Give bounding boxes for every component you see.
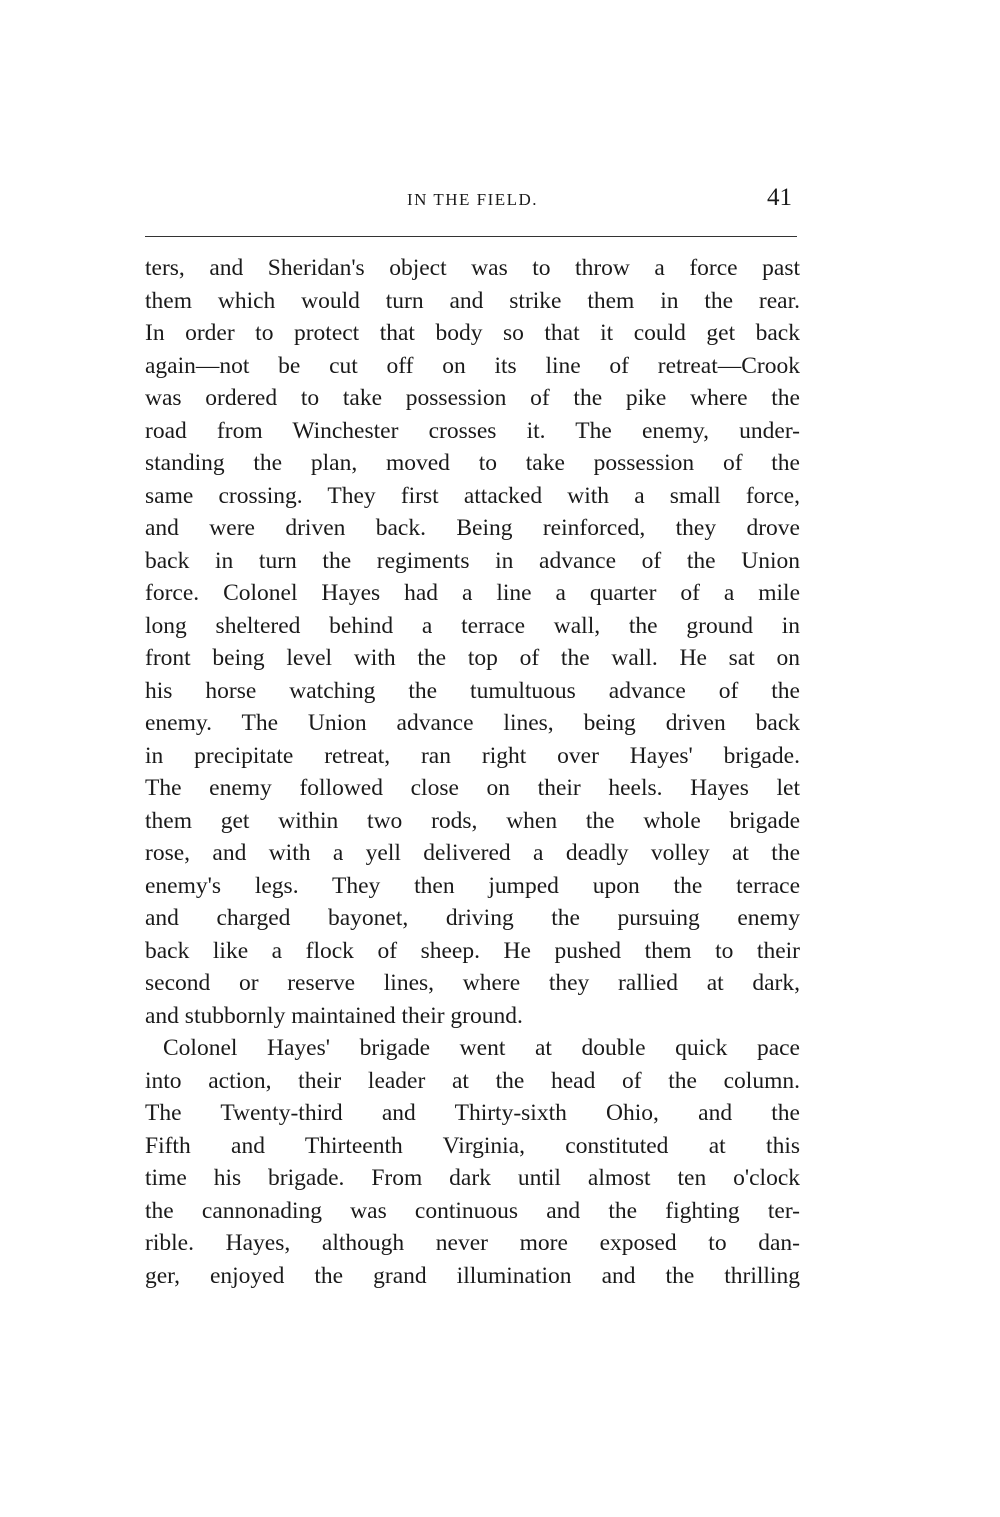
text-line: long sheltered behind a terrace wall, the ground in	[145, 612, 800, 639]
text-line: was ordered to take possession of the pike where the	[145, 385, 800, 411]
text-line: again—not be cut off on its line of retreat—Crook	[145, 352, 800, 379]
body-text	[145, 252, 800, 1292]
text-line: rible. Hayes, although never more exposed to dan-	[145, 1230, 800, 1256]
text-line: the cannonading was continuous and the fighting ter-	[145, 1197, 800, 1224]
text-line: second or reserve lines, where they rallied at dark,	[145, 970, 800, 996]
text-line: them get within two rods, when the whole brigade	[145, 807, 800, 834]
text-line: force. Colonel Hayes had a line a quarter of a mile	[145, 580, 800, 606]
text-line: standing the plan, moved to take possession of the	[145, 450, 800, 476]
text-line: In order to protect that body so that it could get back	[145, 320, 800, 346]
text-line: time his brigade. From dark until almost ten o'clock	[145, 1165, 800, 1191]
text-line: and stubbornly maintained their ground.	[145, 1002, 523, 1029]
text-line: road from Winchester crosses it. The enemy, under-	[145, 417, 800, 444]
text-line: The Twenty-third and Thirty-sixth Ohio, and the	[145, 1100, 800, 1126]
text-line: back like a flock of sheep. He pushed them to their	[145, 937, 800, 964]
text-line: Fifth and Thirteenth Virginia, constituted at this	[145, 1132, 800, 1159]
paragraph	[145, 252, 800, 1032]
text-line: The enemy followed close on their heels. Hayes let	[145, 775, 800, 801]
text-line: and charged bayonet, driving the pursuing enemy	[145, 905, 800, 931]
text-line: his horse watching the tumultuous advance of the	[145, 677, 800, 704]
paragraph	[145, 1032, 800, 1292]
text-line: front being level with the top of the wall. He sat on	[145, 645, 800, 671]
text-line: enemy. The Union advance lines, being driven back	[145, 710, 800, 736]
text-line: enemy's legs. They then jumped upon the terrace	[145, 872, 800, 899]
text-line: same crossing. They first attacked with a small force,	[145, 482, 800, 509]
text-line: back in turn the regiments in advance of the Union	[145, 547, 800, 574]
text-line: rose, and with a yell delivered a deadly volley at the	[145, 840, 800, 866]
page-number: 41	[767, 184, 792, 211]
text-line: into action, their leader at the head of the column.	[145, 1067, 800, 1094]
running-head: IN THE FIELD.	[406, 190, 539, 209]
page-header	[145, 184, 800, 224]
text-line: in precipitate retreat, ran right over Hayes' brigade.	[145, 742, 800, 769]
text-line: ger, enjoyed the grand illumination and the thrilling	[145, 1262, 800, 1289]
text-line: and were driven back. Being reinforced, they drove	[145, 515, 800, 541]
text-line: ters, and Sheridan's object was to throw a force past	[145, 255, 800, 281]
header-rule	[145, 236, 797, 237]
text-line: Colonel Hayes' brigade went at double quick pace	[163, 1035, 800, 1061]
text-line: them which would turn and strike them in the rear.	[145, 287, 800, 314]
